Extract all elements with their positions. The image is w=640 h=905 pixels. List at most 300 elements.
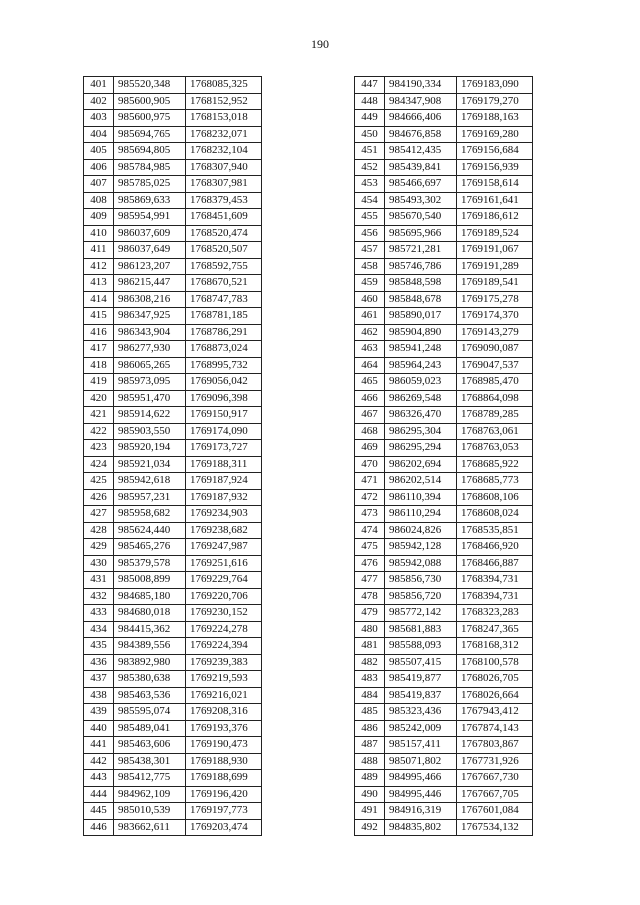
- point-number-cell: 403: [84, 110, 114, 127]
- table-row: [84, 176, 262, 193]
- x-coordinate-cell: 985379,578: [114, 555, 186, 572]
- y-coordinate-cell: 1769229,764: [186, 572, 262, 589]
- point-number-cell: 477: [355, 572, 385, 589]
- point-number-cell: 425: [84, 473, 114, 490]
- y-coordinate-cell: 1768168,312: [457, 638, 533, 655]
- table-row: [84, 341, 262, 358]
- y-coordinate-cell: 1768232,104: [186, 143, 262, 160]
- table-row: [84, 654, 262, 671]
- table-row: [355, 423, 533, 440]
- y-coordinate-cell: 1768670,521: [186, 275, 262, 292]
- y-coordinate-cell: 1768535,851: [457, 522, 533, 539]
- point-number-cell: 491: [355, 803, 385, 820]
- x-coordinate-cell: 986277,930: [114, 341, 186, 358]
- point-number-cell: 426: [84, 489, 114, 506]
- x-coordinate-cell: 985323,436: [385, 704, 457, 721]
- y-coordinate-cell: 1768520,474: [186, 225, 262, 242]
- point-number-cell: 413: [84, 275, 114, 292]
- x-coordinate-cell: 985721,281: [385, 242, 457, 259]
- table-row: [355, 456, 533, 473]
- x-coordinate-cell: 985954,991: [114, 209, 186, 226]
- y-coordinate-cell: 1768379,453: [186, 192, 262, 209]
- table-row: [84, 126, 262, 143]
- y-coordinate-cell: 1768451,609: [186, 209, 262, 226]
- point-number-cell: 449: [355, 110, 385, 127]
- table-row: [355, 753, 533, 770]
- x-coordinate-cell: 985600,905: [114, 93, 186, 110]
- y-coordinate-cell: 1769156,684: [457, 143, 533, 160]
- x-coordinate-cell: 985412,775: [114, 770, 186, 787]
- x-coordinate-cell: 985964,243: [385, 357, 457, 374]
- x-coordinate-cell: 984962,109: [114, 786, 186, 803]
- point-number-cell: 404: [84, 126, 114, 143]
- table-row: [355, 242, 533, 259]
- y-coordinate-cell: 1769196,420: [186, 786, 262, 803]
- point-number-cell: 451: [355, 143, 385, 160]
- y-coordinate-cell: 1768085,325: [186, 77, 262, 94]
- x-coordinate-cell: 985010,539: [114, 803, 186, 820]
- page-number: 190: [311, 37, 329, 51]
- y-coordinate-cell: 1769203,474: [186, 819, 262, 836]
- point-number-cell: 424: [84, 456, 114, 473]
- point-number-cell: 474: [355, 522, 385, 539]
- table-row: [355, 704, 533, 721]
- table-row: [355, 605, 533, 622]
- x-coordinate-cell: 985784,985: [114, 159, 186, 176]
- y-coordinate-cell: 1769175,278: [457, 291, 533, 308]
- y-coordinate-cell: 1768608,106: [457, 489, 533, 506]
- table-row: [355, 176, 533, 193]
- y-coordinate-cell: 1769187,932: [186, 489, 262, 506]
- table-row: [355, 555, 533, 572]
- table-row: [84, 704, 262, 721]
- y-coordinate-cell: 1769197,773: [186, 803, 262, 820]
- table-row: [355, 621, 533, 638]
- y-coordinate-cell: 1768786,291: [186, 324, 262, 341]
- x-coordinate-cell: 984995,466: [385, 770, 457, 787]
- point-number-cell: 490: [355, 786, 385, 803]
- x-coordinate-cell: 986295,304: [385, 423, 457, 440]
- point-number-cell: 412: [84, 258, 114, 275]
- point-number-cell: 459: [355, 275, 385, 292]
- table-row: [84, 555, 262, 572]
- x-coordinate-cell: 985903,550: [114, 423, 186, 440]
- y-coordinate-cell: 1769216,021: [186, 687, 262, 704]
- x-coordinate-cell: 984190,334: [385, 77, 457, 94]
- y-coordinate-cell: 1769090,087: [457, 341, 533, 358]
- x-coordinate-cell: 985071,802: [385, 753, 457, 770]
- table-row: [84, 159, 262, 176]
- table-row: [84, 192, 262, 209]
- table-row: [355, 225, 533, 242]
- y-coordinate-cell: 1768763,053: [457, 440, 533, 457]
- point-number-cell: 470: [355, 456, 385, 473]
- x-coordinate-cell: 986295,294: [385, 440, 457, 457]
- point-number-cell: 480: [355, 621, 385, 638]
- x-coordinate-cell: 983892,980: [114, 654, 186, 671]
- point-number-cell: 461: [355, 308, 385, 325]
- table-row: [84, 291, 262, 308]
- x-coordinate-cell: 985746,786: [385, 258, 457, 275]
- table-row: [355, 440, 533, 457]
- x-coordinate-cell: 985694,805: [114, 143, 186, 160]
- table-row: [355, 390, 533, 407]
- x-coordinate-cell: 986347,925: [114, 308, 186, 325]
- x-coordinate-cell: 984995,446: [385, 786, 457, 803]
- x-coordinate-cell: 984415,362: [114, 621, 186, 638]
- point-number-cell: 415: [84, 308, 114, 325]
- table-row: [84, 258, 262, 275]
- table-row: [355, 407, 533, 424]
- y-coordinate-cell: 1768394,731: [457, 572, 533, 589]
- point-number-cell: 417: [84, 341, 114, 358]
- point-number-cell: 419: [84, 374, 114, 391]
- table-row: [355, 786, 533, 803]
- point-number-cell: 445: [84, 803, 114, 820]
- table-row: [355, 489, 533, 506]
- table-row: [84, 786, 262, 803]
- table-row: [84, 720, 262, 737]
- table-row: [355, 720, 533, 737]
- x-coordinate-cell: 985419,837: [385, 687, 457, 704]
- x-coordinate-cell: 986269,548: [385, 390, 457, 407]
- y-coordinate-cell: 1768685,922: [457, 456, 533, 473]
- y-coordinate-cell: 1768592,755: [186, 258, 262, 275]
- point-number-cell: 460: [355, 291, 385, 308]
- point-number-cell: 402: [84, 93, 114, 110]
- point-number-cell: 472: [355, 489, 385, 506]
- point-number-cell: 467: [355, 407, 385, 424]
- y-coordinate-cell: 1768685,773: [457, 473, 533, 490]
- point-number-cell: 428: [84, 522, 114, 539]
- point-number-cell: 488: [355, 753, 385, 770]
- y-coordinate-cell: 1767667,730: [457, 770, 533, 787]
- point-number-cell: 481: [355, 638, 385, 655]
- point-number-cell: 431: [84, 572, 114, 589]
- table-row: [84, 77, 262, 94]
- x-coordinate-cell: 986202,694: [385, 456, 457, 473]
- table-row: [84, 770, 262, 787]
- x-coordinate-cell: 985489,041: [114, 720, 186, 737]
- point-number-cell: 439: [84, 704, 114, 721]
- x-coordinate-cell: 985890,017: [385, 308, 457, 325]
- y-coordinate-cell: 1769190,473: [186, 737, 262, 754]
- y-coordinate-cell: 1769183,090: [457, 77, 533, 94]
- table-row: [355, 357, 533, 374]
- table-row: [355, 308, 533, 325]
- point-number-cell: 433: [84, 605, 114, 622]
- point-number-cell: 450: [355, 126, 385, 143]
- point-number-cell: 484: [355, 687, 385, 704]
- table-row: [355, 324, 533, 341]
- y-coordinate-cell: 1769189,524: [457, 225, 533, 242]
- x-coordinate-cell: 985921,034: [114, 456, 186, 473]
- point-number-cell: 452: [355, 159, 385, 176]
- point-number-cell: 468: [355, 423, 385, 440]
- table-row: [355, 572, 533, 589]
- point-number-cell: 476: [355, 555, 385, 572]
- y-coordinate-cell: 1768307,981: [186, 176, 262, 193]
- x-coordinate-cell: 984916,319: [385, 803, 457, 820]
- x-coordinate-cell: 985785,025: [114, 176, 186, 193]
- x-coordinate-cell: 985507,415: [385, 654, 457, 671]
- x-coordinate-cell: 986024,826: [385, 522, 457, 539]
- y-coordinate-cell: 1768100,578: [457, 654, 533, 671]
- table-row: [84, 374, 262, 391]
- point-number-cell: 430: [84, 555, 114, 572]
- point-number-cell: 409: [84, 209, 114, 226]
- point-number-cell: 411: [84, 242, 114, 259]
- x-coordinate-cell: 984685,180: [114, 588, 186, 605]
- x-coordinate-cell: 985624,440: [114, 522, 186, 539]
- x-coordinate-cell: 985520,348: [114, 77, 186, 94]
- table-row: [84, 407, 262, 424]
- table-row: [355, 275, 533, 292]
- x-coordinate-cell: 985681,883: [385, 621, 457, 638]
- x-coordinate-cell: 985869,633: [114, 192, 186, 209]
- y-coordinate-cell: 1769251,616: [186, 555, 262, 572]
- table-row: [84, 242, 262, 259]
- point-number-cell: 458: [355, 258, 385, 275]
- x-coordinate-cell: 985951,470: [114, 390, 186, 407]
- y-coordinate-cell: 1768323,283: [457, 605, 533, 622]
- x-coordinate-cell: 986110,394: [385, 489, 457, 506]
- y-coordinate-cell: 1769158,614: [457, 176, 533, 193]
- table-row: [84, 390, 262, 407]
- y-coordinate-cell: 1769156,939: [457, 159, 533, 176]
- y-coordinate-cell: 1767601,084: [457, 803, 533, 820]
- table-row: [84, 209, 262, 226]
- y-coordinate-cell: 1769238,682: [186, 522, 262, 539]
- table-row: [84, 423, 262, 440]
- x-coordinate-cell: 986215,447: [114, 275, 186, 292]
- point-number-cell: 473: [355, 506, 385, 523]
- x-coordinate-cell: 985242,009: [385, 720, 457, 737]
- y-coordinate-cell: 1768026,664: [457, 687, 533, 704]
- table-row: [84, 473, 262, 490]
- table-row: [355, 770, 533, 787]
- table-row: [355, 77, 533, 94]
- point-number-cell: 432: [84, 588, 114, 605]
- point-number-cell: 401: [84, 77, 114, 94]
- table-row: [355, 522, 533, 539]
- x-coordinate-cell: 984666,406: [385, 110, 457, 127]
- point-number-cell: 492: [355, 819, 385, 836]
- y-coordinate-cell: 1768985,470: [457, 374, 533, 391]
- x-coordinate-cell: 985848,598: [385, 275, 457, 292]
- point-number-cell: 443: [84, 770, 114, 787]
- table-row: [84, 671, 262, 688]
- y-coordinate-cell: 1768873,024: [186, 341, 262, 358]
- point-number-cell: 479: [355, 605, 385, 622]
- x-coordinate-cell: 984835,802: [385, 819, 457, 836]
- x-coordinate-cell: 985600,975: [114, 110, 186, 127]
- y-coordinate-cell: 1769247,987: [186, 539, 262, 556]
- point-number-cell: 469: [355, 440, 385, 457]
- point-number-cell: 442: [84, 753, 114, 770]
- table-row: [84, 456, 262, 473]
- point-number-cell: 475: [355, 539, 385, 556]
- y-coordinate-cell: 1769150,917: [186, 407, 262, 424]
- point-number-cell: 421: [84, 407, 114, 424]
- table-row: [84, 588, 262, 605]
- point-number-cell: 446: [84, 819, 114, 836]
- x-coordinate-cell: 985670,540: [385, 209, 457, 226]
- table-row: [84, 621, 262, 638]
- x-coordinate-cell: 986037,609: [114, 225, 186, 242]
- table-row: [84, 737, 262, 754]
- table-row: [84, 522, 262, 539]
- x-coordinate-cell: 985380,638: [114, 671, 186, 688]
- table-row: [355, 93, 533, 110]
- point-number-cell: 422: [84, 423, 114, 440]
- table-row: [84, 506, 262, 523]
- x-coordinate-cell: 986343,904: [114, 324, 186, 341]
- y-coordinate-cell: 1768747,783: [186, 291, 262, 308]
- y-coordinate-cell: 1769188,930: [186, 753, 262, 770]
- x-coordinate-cell: 985772,142: [385, 605, 457, 622]
- y-coordinate-cell: 1769220,706: [186, 588, 262, 605]
- table-row: [84, 819, 262, 836]
- point-number-cell: 489: [355, 770, 385, 787]
- point-number-cell: 447: [355, 77, 385, 94]
- y-coordinate-cell: 1767943,412: [457, 704, 533, 721]
- y-coordinate-cell: 1769188,163: [457, 110, 533, 127]
- table-row: [355, 737, 533, 754]
- table-row: [355, 588, 533, 605]
- y-coordinate-cell: 1768026,705: [457, 671, 533, 688]
- y-coordinate-cell: 1769188,699: [186, 770, 262, 787]
- point-number-cell: 465: [355, 374, 385, 391]
- x-coordinate-cell: 985412,435: [385, 143, 457, 160]
- point-number-cell: 462: [355, 324, 385, 341]
- point-number-cell: 471: [355, 473, 385, 490]
- y-coordinate-cell: 1767534,132: [457, 819, 533, 836]
- y-coordinate-cell: 1769047,537: [457, 357, 533, 374]
- x-coordinate-cell: 985463,606: [114, 737, 186, 754]
- table-row: [84, 308, 262, 325]
- x-coordinate-cell: 984676,858: [385, 126, 457, 143]
- table-row: [84, 803, 262, 820]
- y-coordinate-cell: 1768232,071: [186, 126, 262, 143]
- table-row: [84, 324, 262, 341]
- point-number-cell: 406: [84, 159, 114, 176]
- x-coordinate-cell: 985856,730: [385, 572, 457, 589]
- x-coordinate-cell: 985958,682: [114, 506, 186, 523]
- table-row: [355, 126, 533, 143]
- y-coordinate-cell: 1769224,394: [186, 638, 262, 655]
- y-coordinate-cell: 1768466,920: [457, 539, 533, 556]
- point-number-cell: 437: [84, 671, 114, 688]
- point-number-cell: 444: [84, 786, 114, 803]
- table-row: [355, 258, 533, 275]
- table-row: [355, 539, 533, 556]
- x-coordinate-cell: 986326,470: [385, 407, 457, 424]
- x-coordinate-cell: 986123,207: [114, 258, 186, 275]
- y-coordinate-cell: 1769189,541: [457, 275, 533, 292]
- y-coordinate-cell: 1769188,311: [186, 456, 262, 473]
- x-coordinate-cell: 985694,765: [114, 126, 186, 143]
- x-coordinate-cell: 985008,899: [114, 572, 186, 589]
- y-coordinate-cell: 1768153,018: [186, 110, 262, 127]
- y-coordinate-cell: 1769186,612: [457, 209, 533, 226]
- table-row: [355, 143, 533, 160]
- y-coordinate-cell: 1769191,067: [457, 242, 533, 259]
- x-coordinate-cell: 985973,095: [114, 374, 186, 391]
- point-number-cell: 464: [355, 357, 385, 374]
- table-row: [355, 638, 533, 655]
- table-row: [355, 341, 533, 358]
- table-row: [355, 803, 533, 820]
- point-number-cell: 483: [355, 671, 385, 688]
- table-row: [84, 687, 262, 704]
- point-number-cell: 418: [84, 357, 114, 374]
- coordinates-table-right: [354, 76, 533, 836]
- y-coordinate-cell: 1767874,143: [457, 720, 533, 737]
- point-number-cell: 429: [84, 539, 114, 556]
- y-coordinate-cell: 1768247,365: [457, 621, 533, 638]
- point-number-cell: 486: [355, 720, 385, 737]
- point-number-cell: 455: [355, 209, 385, 226]
- x-coordinate-cell: 983662,611: [114, 819, 186, 836]
- table-row: [355, 819, 533, 836]
- x-coordinate-cell: 985157,411: [385, 737, 457, 754]
- y-coordinate-cell: 1769174,370: [457, 308, 533, 325]
- y-coordinate-cell: 1769219,593: [186, 671, 262, 688]
- point-number-cell: 434: [84, 621, 114, 638]
- point-number-cell: 440: [84, 720, 114, 737]
- x-coordinate-cell: 986308,216: [114, 291, 186, 308]
- table-row: [84, 110, 262, 127]
- y-coordinate-cell: 1769179,270: [457, 93, 533, 110]
- y-coordinate-cell: 1769208,316: [186, 704, 262, 721]
- point-number-cell: 407: [84, 176, 114, 193]
- table-row: [84, 638, 262, 655]
- point-number-cell: 435: [84, 638, 114, 655]
- point-number-cell: 438: [84, 687, 114, 704]
- y-coordinate-cell: 1769193,376: [186, 720, 262, 737]
- point-number-cell: 466: [355, 390, 385, 407]
- y-coordinate-cell: 1768789,285: [457, 407, 533, 424]
- point-number-cell: 482: [355, 654, 385, 671]
- y-coordinate-cell: 1768763,061: [457, 423, 533, 440]
- coordinates-table-left: [83, 76, 262, 836]
- x-coordinate-cell: 985465,276: [114, 539, 186, 556]
- x-coordinate-cell: 986037,649: [114, 242, 186, 259]
- table-row: [355, 473, 533, 490]
- y-coordinate-cell: 1769096,398: [186, 390, 262, 407]
- y-coordinate-cell: 1767731,926: [457, 753, 533, 770]
- y-coordinate-cell: 1769187,924: [186, 473, 262, 490]
- point-number-cell: 448: [355, 93, 385, 110]
- y-coordinate-cell: 1768394,731: [457, 588, 533, 605]
- point-number-cell: 423: [84, 440, 114, 457]
- point-number-cell: 456: [355, 225, 385, 242]
- y-coordinate-cell: 1769161,641: [457, 192, 533, 209]
- point-number-cell: 478: [355, 588, 385, 605]
- point-number-cell: 457: [355, 242, 385, 259]
- table-row: [84, 572, 262, 589]
- x-coordinate-cell: 985463,536: [114, 687, 186, 704]
- y-coordinate-cell: 1769234,903: [186, 506, 262, 523]
- point-number-cell: 410: [84, 225, 114, 242]
- point-number-cell: 485: [355, 704, 385, 721]
- y-coordinate-cell: 1767667,705: [457, 786, 533, 803]
- point-number-cell: 416: [84, 324, 114, 341]
- table-row: [355, 374, 533, 391]
- table-row: [84, 440, 262, 457]
- table-row: [355, 110, 533, 127]
